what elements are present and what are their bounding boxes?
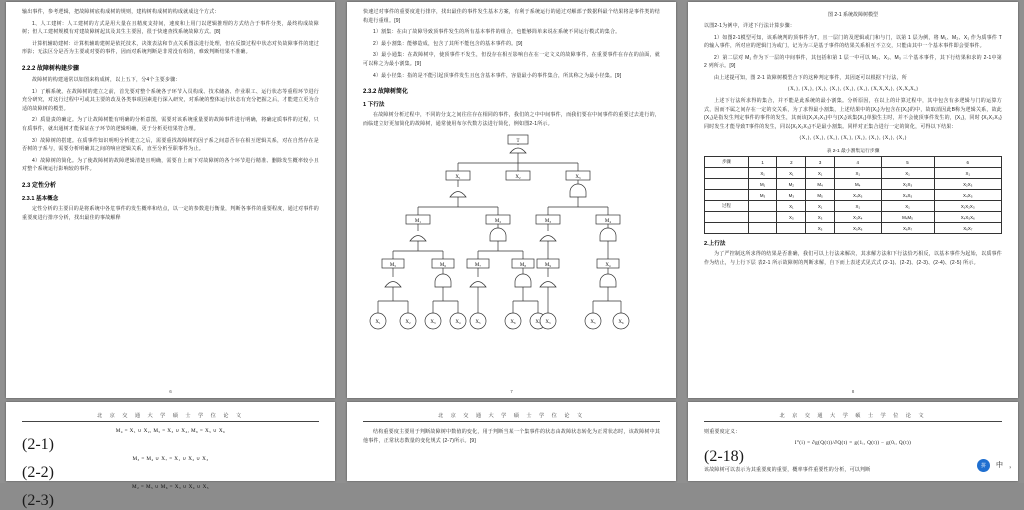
table-cell: M₄ [806,179,835,190]
formula-body: M₄ = X₁ ∪ X₂, M₅ = X₃ ∪ X₄, M₆ = X₅ ∪ X₆ [115,428,226,434]
formula-row [22,428,319,454]
table-cell: M₃ [777,190,806,201]
svg-text:M₈: M₈ [519,263,527,269]
table-cell: X₁ [881,168,934,179]
paragraph: 则重要度定义： [704,429,741,435]
formula-number: (2-18) [704,447,744,465]
list-item: 4）故障树的简化。为了使故障树的故障逻辑清楚且明确，需要自上而下对故障树的各个环节进行精准、删除发生概率较小且对整个系统运行影响较的事件。 [22,157,319,173]
table-cell: X₁ [777,201,806,212]
svg-text:M₁: M₁ [414,219,422,225]
table-header-row [705,157,1002,168]
svg-text:M₉: M₉ [544,263,552,269]
svg-text:T: T [516,139,520,145]
table-header-cell: 3 [806,157,835,168]
ime-mode-label[interactable]: 中 [996,462,1003,469]
ime-status-tray[interactable] [954,447,1024,483]
section-heading-2-3-2: 2.3.2 故障树简化 [363,89,409,96]
table-cell: X₄X₅ [881,190,934,201]
svg-text:M₃: M₃ [544,219,552,225]
table-cell: X₂X₃ [881,179,934,190]
list-item: 2）第二层对 M₁ 作为下一层的中间事件，其包括和第 1 层一中可以 M₂、X₁、M₃ 三个基本事件，其下行结果和求的 2-1中第 2 列所示。[9] [704,54,1002,70]
paragraph: 结构重要度主要用于判断故障树中数值的变化，用于判断当某一个集事件的状态由故障状态转化为正常状态时，该故障树中其他事件，正常状态数量的变化规式 (2-7)所示。[9] [363,429,660,444]
paragraph: 故障树的构建通常以如图来构成树，以上五下，分4个主要步骤： [32,76,181,83]
table-cell [777,223,806,234]
svg-text:X₂: X₂ [405,320,411,326]
fault-tree-figure [363,131,660,386]
table-header-cell: 1 [748,157,777,168]
table-header-cell: 5 [881,157,934,168]
formula-row [22,484,319,510]
subsection-heading: 1 下行法 [363,102,385,109]
table-header-cell: 2 [777,157,806,168]
list-item: 2）质量责的确定。为了让故障树能有明确的分析意图，需要对该系统重量要的故障事件进行明确，将确定质事件的过程，只有质事件，就出通树才能保证在子环节的逻辑明确，更于分析更结果符合理。 [22,117,319,132]
paragraph: 输出事件，参考逻辑，把故障树底构成树的规则，建构树构成树的构成就成这个方式： [22,9,220,15]
formula-number: (2-3) [22,492,54,509]
table-cell: X₁ [834,168,881,179]
formula-set: {X₁}, {X₁}, {X₁}, {X₁}, {X₁}, {X₁}, {X₁}, {X₁} [799,135,907,141]
table-row [705,201,1002,212]
list-item: 4）最小径集：指的是不能引起顶事件发生且包含基本事件，容量最小的事件集合，所其称之为最小径集。[9] [373,72,622,79]
paragraph: 由上述提可知，图 2-1 故障树模型合下的这种判定事件，其因逐可以根据下行法，所 [714,74,908,81]
table-cell: M₁ [748,179,777,190]
table-cell: X₃ [806,212,835,223]
svg-text:X₂: X₂ [515,175,521,181]
paragraph: 上述下行法所求得的集合，并不能是此系统的最小割集。分析原因，在以上的计算过程中，其中包含有多逻辑与门的运算方式，因而不属之间存在一定的交关系，为了求得最小割集，上述结果中的{X₁}为包含在{X₁}的中，故取消因此B称为逻辑关系，故此{X₁}是指发生判定事件的事件的发生，其而该{X₁X₂X₃}中与{X₁}该集{X₁}单独生主时，并不会使顶事件发生的，{X₁}，同时 {X₁X₂X₃}同时发生才能导致T事件的发生，同以{X₁X₂X₃}不是最小割集。同样对正集合进行一定的简化，可得以下结果： [704,98,1002,130]
table-cell: X₃X₄ [834,212,881,223]
table-cell: X₄X₅ [834,190,881,201]
table-cell: X₁ [834,201,881,212]
formula-set: {X₁}, {X₁}, {X₁}, {X₁}, {X₁}, {X₁}, {X₁X₂X₃}, {X₁X₄X₅} [787,86,919,92]
table-header-cell: 6 [934,157,1001,168]
table-cell [705,168,749,179]
subsection-heading: 2.上行法 [704,241,726,248]
header-rule [704,421,1002,422]
table-cell: X₄X₅ [934,190,1001,201]
svg-text:X₅: X₅ [590,320,596,326]
svg-text:X₅: X₅ [475,320,481,326]
formula-body: M₃ = M₄ ∪ X₇ = X₁ ∪ X₂ ∪ X₃ [132,456,209,462]
svg-text:X₃: X₃ [430,320,436,326]
table-header-cell: 4 [834,157,881,168]
formula-number: (2-2) [22,464,54,481]
list-item: 2）最小割集：能够造成，包含了其所不能包含的基本事件的。[9] [373,40,523,47]
table-cell: X₂X₃ [934,179,1001,190]
document-page-4[interactable] [6,402,335,509]
list-item: 1）如图2-1模型可知，该系统判的顶事件为T，且一层门的及逻辑或门和与门，以第 1 层为例，将 M₁、M₂、X₁ 作为质事件 T 的输入事件，所对应的逻辑门为或门，记为为三是基于事件的结果关系相互不立交，只能由其中一个基本事件即会要事件。 [704,34,1002,50]
table-cell: X₁ [806,168,835,179]
formula-row [22,456,319,482]
list-item: 3）最小通集：在故障树中，使顶事件不发生，但没存在相互影响自在在一定文义的故障事件，在重要事件在存在的前面，就可以称之为最小割集。[9] [363,52,660,67]
svg-text:M₂: M₂ [494,219,502,225]
svg-text:X₄: X₄ [605,263,611,269]
table-cell: X₁ [777,168,806,179]
document-page-3[interactable] [688,2,1018,398]
svg-text:X₆: X₆ [510,320,516,326]
table-cell [705,212,749,223]
document-page-5[interactable] [347,402,676,481]
table-row [705,179,1002,190]
table-row [705,223,1002,234]
page-number: 8 [851,389,855,394]
running-header: 北 京 交 通 大 学 硕 士 学 位 论 文 [779,413,927,419]
table-row [705,212,1002,223]
formula-body: M₂ = M₅ ∪ M₆ = X₃ ∪ X₄ ∪ X₅ [132,484,209,490]
svg-text:X₄: X₄ [455,320,461,326]
table-cell: X₃ [777,212,806,223]
svg-text:M₆: M₆ [439,263,447,269]
svg-text:M₄: M₄ [604,219,612,225]
table-cell: X₅X₆ [834,223,881,234]
table-row [705,168,1002,179]
section-heading-2-3: 2.3 定性分析 [22,182,57,189]
paragraph: 计算机辅助建树：计算机辅助建树是依托技术，决策表法和节点关系图法进行处理，但在反馈过程中状态对负故障事件的建过形影；无法区分是否为主要或对要的事件，因而对系统判断是非常没有组的，难致判断结果不准确。 [22,40,319,56]
ime-punctuation-label[interactable]: ， [1009,462,1016,469]
svg-text:M₅: M₅ [389,263,397,269]
list-item: 3）故障树的搭建。在质事件知识明明分析建立之后，需要重找故障树的因子系之间意否存在相互逻辑关系，对在自然存在是否树的子系与，需要分析明确其之间的响应逻辑关系，直至分析至职事件为止。 [22,137,319,153]
running-header: 北 京 交 通 大 学 硕 士 学 位 论 文 [437,413,586,419]
table-cell [705,179,749,190]
table-cell: X₁ [748,168,777,179]
table-cell: M₄ [834,179,881,190]
header-rule [363,421,660,422]
table-cell: X₁ [806,201,835,212]
paragraph: 以图2-1为例中，详述下行法计算步骤： [704,23,796,29]
table-cell: M₃ [748,190,777,201]
svg-text:X₁: X₁ [375,320,381,326]
pinyin-ime-icon[interactable]: 拼 [977,459,990,472]
table-cell [705,190,749,201]
svg-text:M₇: M₇ [474,263,482,269]
document-page-2[interactable] [347,2,676,398]
figure-caption: 图 2-1 系统故障树模型 [827,12,878,18]
running-header: 北 京 交 通 大 学 硕 士 学 位 论 文 [96,413,245,419]
paragraph: 在故障树分析过程中，不同的分支之间往往存在相同的事件，我们的之中中间事件，而我们要在中间事件的重要过去进行的，而临建立好更加简化的故障树，通常使用布尔代数方法进行简化，例如图2-1所示。 [363,112,660,127]
page-number: 6 [169,389,172,394]
paragraph: 该故障树可以表示为其重要度的重要，概率事件重要性的分析，可以判断 [704,466,871,473]
table-row [705,190,1002,201]
table-caption: 表 2-1 最小割集运行步骤 [826,149,880,155]
svg-text:X₃: X₃ [575,175,581,181]
list-item: 1）割集：在由了故障导致顶事件发生的所有基本事件的组合，也能够简单来说在系统不同运行模式的集合。 [373,29,621,36]
table-cell: M₄M₅ [881,212,934,223]
svg-text:X₇: X₇ [535,320,541,326]
table-cell: X₁ [881,201,934,212]
paragraph: 为了严控制这所求得的结果是否准确，我们可以上行法来解决，其求解方法和下行法恰巧相反，以基本事件为起始，以质事件作为结止，与上行下层 表2-1 所示故障树的判断求解，自下而上表述式见式式 (2-1)、(2-2)、(2-3)、(2-4)、(2-5) 所示。 [704,251,1002,266]
formula-body: I°(i) = ∂g(Q(t))/∂Q(t) = g(1ᵢ, Q(t)) − g(0ᵢ, Q(t)) [794,439,912,446]
table-cell: X₆X₇ [934,223,1001,234]
paragraph: 1、人工建树：人工建树的方式是用大量在且精度支持间，速度和上用门以逻辑推理的方式结合于事件分类，最终构成故障树；但人工建树规模有对建故障树起其及其生主要因，很于快速查找系统故障方式。[8] [22,20,319,36]
min-cut-set-table [704,156,1002,234]
table-cell: X₆X₇ [881,223,934,234]
table-cell [748,223,777,234]
table-header-cell: 步骤 [705,157,749,168]
section-heading-2-2-2: 2.2.2 故障树构建步骤 [22,65,80,72]
table-cell: X₄X₅X₆ [934,212,1001,223]
table-cell: X₁X₂X₃ [934,201,1001,212]
header-rule [22,421,319,422]
svg-text:X₃: X₃ [545,320,551,326]
table-cell [705,223,749,234]
page-number: 7 [510,389,513,394]
svg-text:X₆: X₆ [618,320,624,326]
table-cell: M₅ [806,190,835,201]
list-item: 1）了解系统。在故障树的建立之前，首先要对整个系统各子环节入员构成、技术储备、作业职工、运行状态等重程环节进行充分研究，对这行过程中可或其主要的改及各类事项因素进行深入研究，对系统的整体运行状态有充分把握之后，才能建立更为合适的故障树的模型。 [22,88,319,112]
section-heading-2-3-1: 2.3.1 基本概念 [22,195,59,202]
paragraph: 定性分析的主要目的是将系统中各危事件的发生概率和结点，以一定的参数进行衡量，判断各事件的重要程度，通过对事件的重要度进行排序分析，找出最佳的事故解释 [22,205,319,221]
formula-number: (2-1) [22,436,54,453]
table-cell: X₁ [934,168,1001,179]
document-page-1[interactable] [6,2,335,398]
table-cell [748,212,777,223]
svg-text:X₁: X₁ [455,175,461,181]
table-cell [748,201,777,212]
table-cell: 过程 [705,201,749,212]
table-cell: X₅ [806,223,835,234]
paragraph: 快速过对事件的重要度进行排序，找出最佳的事件发生基本方案，有利于系统运行的通过对解部子数据科最个结果将是事件类的结构进行重组。[9] [363,9,660,24]
table-cell: M₂ [777,179,806,190]
